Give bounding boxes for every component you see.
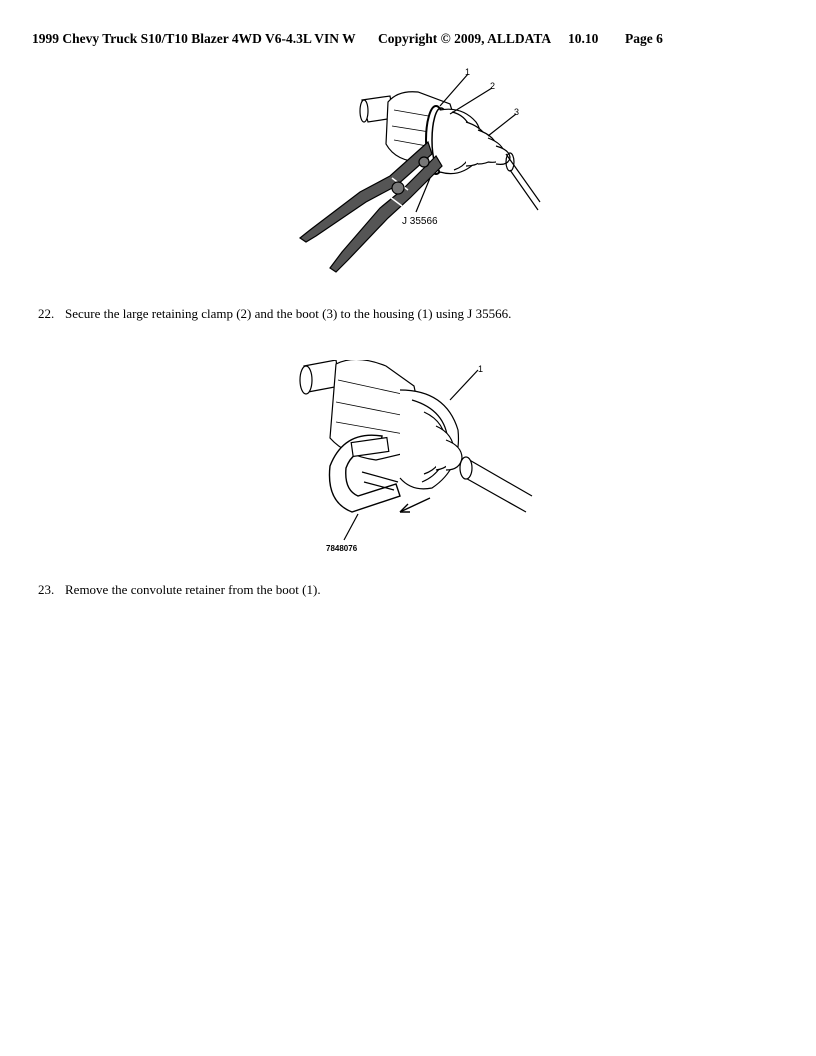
step-text: Remove the convolute retainer from the boot (1). [65, 582, 321, 597]
page-header [32, 31, 663, 47]
figure-id: 7848076 [326, 544, 358, 553]
version-number: 10.10 [568, 31, 599, 46]
step-23 [38, 582, 321, 598]
step-text: Secure the large retaining clamp (2) and the boot (3) to the housing (1) using J 35566. [65, 306, 512, 321]
callout-1: 1 [478, 364, 484, 374]
tool-label: J 35566 [402, 216, 438, 227]
page-number: Page 6 [625, 31, 663, 46]
callout-1: 1 [465, 67, 471, 77]
callout-3: 3 [514, 107, 520, 117]
step-number: 23. [38, 582, 55, 597]
convolute-retainer-illustration [296, 360, 536, 556]
step-number: 22. [38, 306, 55, 321]
document-title: 1999 Chevy Truck S10/T10 Blazer 4WD V6-4.3L VIN W [32, 31, 356, 46]
step-22 [38, 306, 511, 322]
copyright-notice: Copyright © 2009, ALLDATA [378, 31, 552, 46]
callout-2: 2 [490, 81, 496, 91]
clamp-crimp-illustration [290, 66, 542, 280]
